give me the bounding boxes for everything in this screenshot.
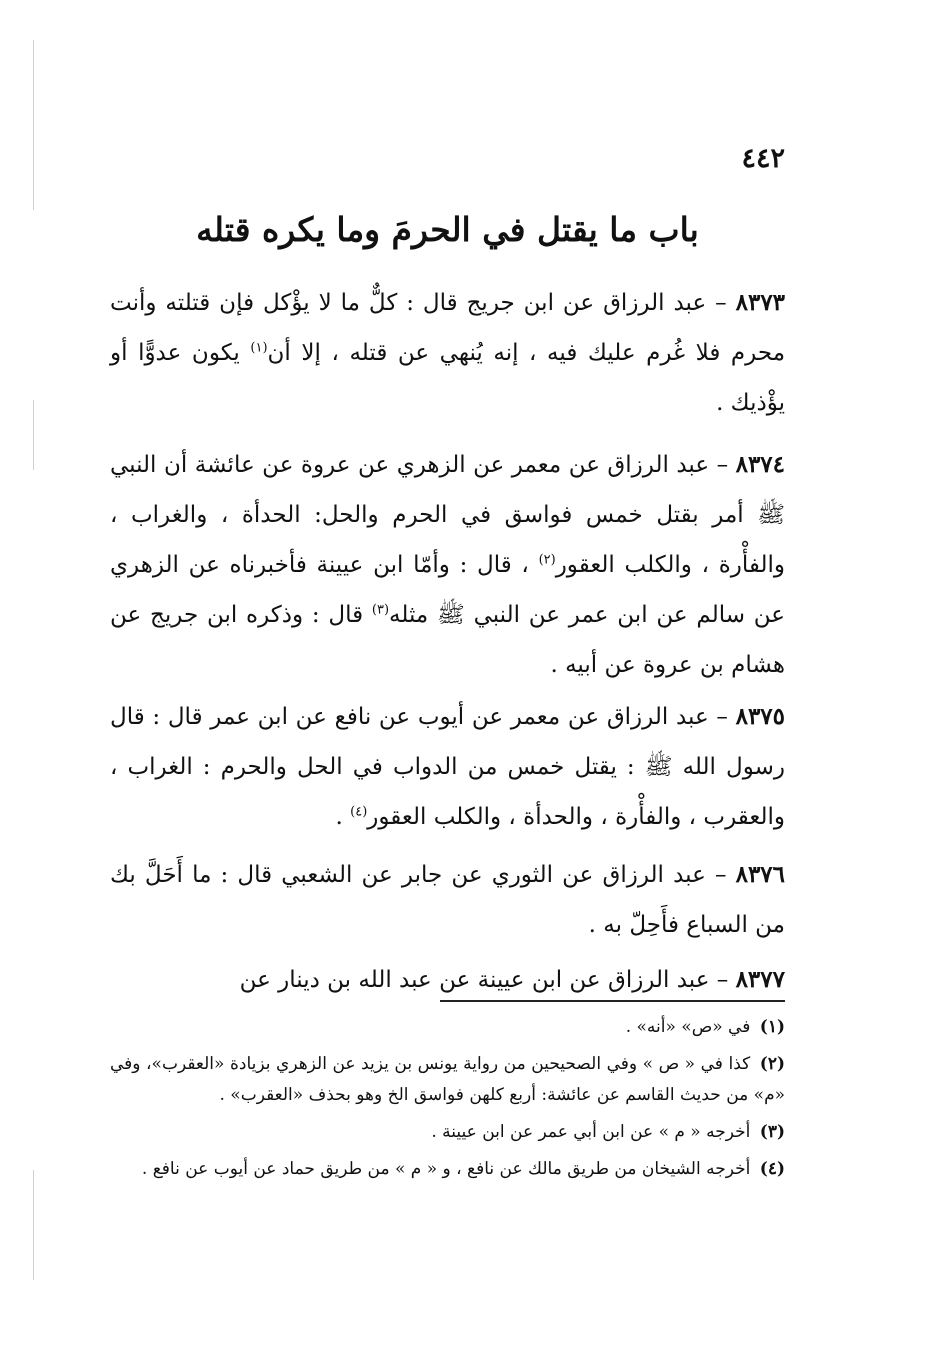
scan-edge-line xyxy=(33,40,34,210)
hadith-text-continued: . xyxy=(335,804,343,830)
footnote-reference: (٣) xyxy=(371,602,390,618)
hadith-dash: – xyxy=(716,704,728,730)
footnote-1 xyxy=(110,1012,785,1043)
hadith-number: ٨٣٧٤ xyxy=(735,451,786,478)
hadith-8374 xyxy=(110,440,785,690)
hadith-8376 xyxy=(110,850,785,950)
footnote-reference: (٤) xyxy=(350,804,368,820)
page-number: ٤٤٢ xyxy=(741,143,785,174)
footnote-reference: (١) xyxy=(250,340,268,356)
hadith-8375 xyxy=(110,692,785,842)
hadith-text: عبد الرزاق عن ابن جريج قال : كلٌّ ما لا يؤْكل فإن قتلته وأنت محرم فلا غُرم عليك فيه ، إنه يُنهي عن قتله ، إلا أن xyxy=(110,290,786,366)
hadith-text-continued: قال : وذكره ابن جريج عن هشام بن عروة عن أبيه . xyxy=(110,602,785,678)
hadith-number: ٨٣٧٦ xyxy=(735,861,786,888)
hadith-text-continued: يكون عدوًّا أو يؤْذيك . xyxy=(110,340,785,416)
hadith-text: عبد الرزاق عن معمر عن أيوب عن نافع عن ابن عمر قال : قال رسول الله ﷺ : يقتل خمس من الدواب في الحل والحرم : الغراب ، والعقرب ، والفأْرة ، والحدأة ، والكلب العقور xyxy=(110,704,785,830)
hadith-number: ٨٣٧٣ xyxy=(735,289,786,316)
footnote-divider xyxy=(440,1000,785,1002)
footnote-2 xyxy=(110,1049,785,1111)
footnote-text: أخرجه الشيخان من طريق مالك عن نافع ، و « م » من طريق حماد عن أيوب عن نافع . xyxy=(141,1159,751,1179)
footnote-marker: (٤) xyxy=(759,1159,785,1179)
book-page xyxy=(110,0,785,1369)
hadith-dash: – xyxy=(716,452,729,478)
footnote-marker: (٢) xyxy=(759,1054,785,1074)
footnotes xyxy=(110,1012,785,1191)
hadith-dash: – xyxy=(714,862,727,888)
footnote-text: في «ص» «أنه» . xyxy=(625,1017,751,1037)
scan-edge-line xyxy=(33,1170,34,1280)
scan-edge-line xyxy=(33,400,34,470)
hadith-text: عبد الرزاق عن الثوري عن جابر عن الشعبي قال : ما أَحَلَّ بك من السباع فأَحِلّ به . xyxy=(110,862,785,938)
hadith-dash: – xyxy=(715,290,727,316)
footnote-reference: (٢) xyxy=(538,552,556,568)
hadith-text: عبد الرزاق عن معمر عن الزهري عن عروة عن عائشة أن النبي ﷺ أمر بقتل خمس فواسق في الحرم والحل: الحدأة ، والغراب ، والفأْرة ، والكلب العقور xyxy=(110,452,786,578)
chapter-title: باب ما يقتل في الحرمَ وما يكره قتله xyxy=(196,210,699,249)
hadith-number: ٨٣٧٥ xyxy=(735,703,786,730)
hadith-text-continued: ، قال : وأمّا ابن عيينة فأخبرناه عن الزهري عن سالم عن ابن عمر عن النبي ﷺ مثله xyxy=(110,552,785,628)
hadith-number: ٨٣٧٧ xyxy=(735,966,785,993)
footnote-text: كذا في « ص » وفي الصحيحين من رواية يونس بن يزيد عن الزهري بزيادة «العقرب»، وفي «م» من حديث القاسم عن عائشة: أربع كلهن فواسق الخ وهو بحذف «العقرب» . xyxy=(110,1054,785,1105)
footnote-4 xyxy=(110,1154,785,1185)
hadith-8377 xyxy=(110,955,785,1005)
hadith-dash: – xyxy=(716,967,729,993)
footnote-text: أخرجه « م » عن ابن أبي عمر عن ابن عيينة . xyxy=(431,1122,751,1142)
footnote-marker: (٣) xyxy=(759,1122,785,1142)
footnote-3 xyxy=(110,1117,785,1148)
footnote-marker: (١) xyxy=(759,1017,785,1037)
hadith-8373 xyxy=(110,278,785,428)
hadith-text: عبد الرزاق عن ابن عيينة عن عبد الله بن دينار عن xyxy=(239,967,710,993)
